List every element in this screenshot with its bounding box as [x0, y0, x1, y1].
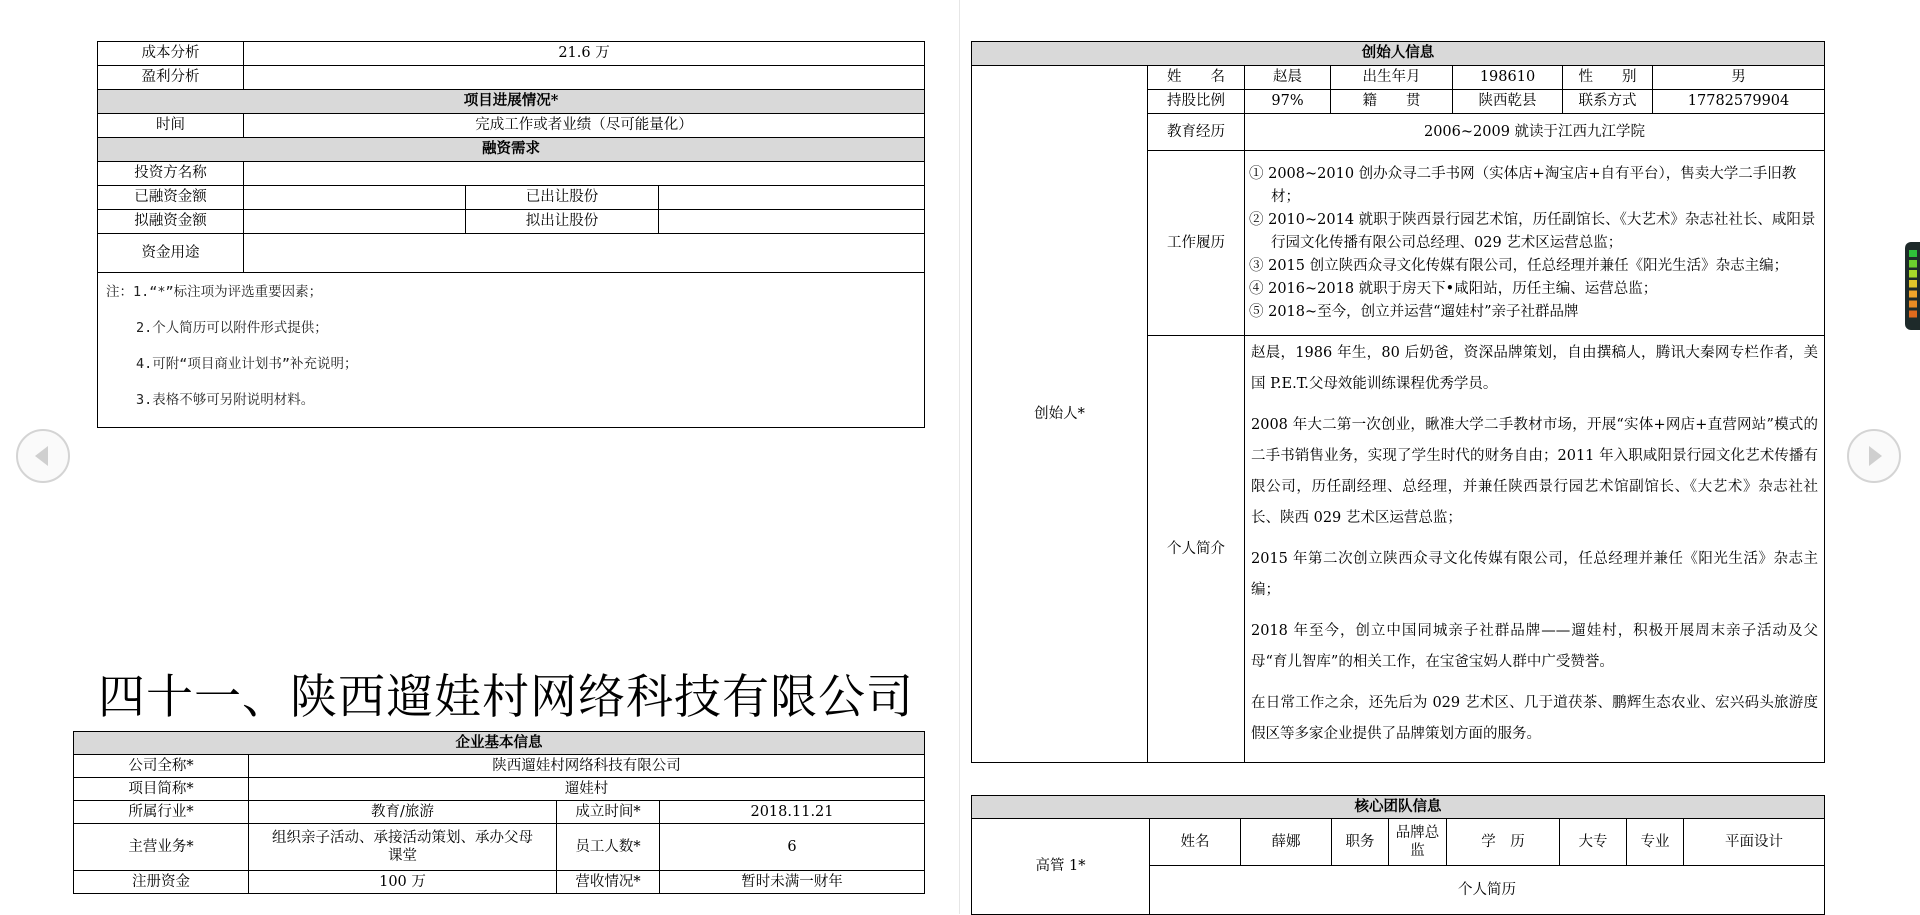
full-name-label: 公司全称* [74, 755, 249, 778]
left-page [0, 0, 960, 914]
exec-title-value: 品牌总监 [1389, 819, 1447, 866]
planned-shares-label: 拟出让股份 [466, 210, 659, 234]
contact-value: 17782579904 [1653, 90, 1825, 114]
birth-label: 出生年月 [1331, 66, 1453, 90]
work-item: ④ 2016~2018 就职于房天下•咸阳站，历任主编、运营总监； [1249, 280, 1658, 297]
exec-name-value: 薛娜 [1241, 819, 1332, 866]
birth-value: 198610 [1453, 66, 1563, 90]
profit-label: 盈利分析 [98, 66, 244, 90]
investor-label: 投资方名称 [98, 162, 244, 186]
next-page-button[interactable] [1847, 429, 1901, 483]
raised-amount-label: 已融资金额 [98, 186, 244, 210]
planned-shares-value [659, 210, 925, 234]
intro-paragraph: 2008 年大二第一次创业，瞅准大学二手教材市场，开展“实体+网店+直营网站”模式的二手书销售业务，实现了学生时代的财务自由；2011 年入职咸阳景行园文化艺术传播有限公司，历任副经理、总经理，并兼任陕西景行园艺术馆副馆长、《大艺术》杂志社社长、陕西 029 艺术区运营总监； [1251, 417, 1819, 526]
exec-label: 高管 1* [972, 819, 1150, 915]
progress-header: 项目进展情况* [98, 90, 925, 114]
contact-label: 联系方式 [1563, 90, 1653, 114]
investor-value [244, 162, 925, 186]
chevron-left-icon [18, 431, 68, 481]
work-item: ② 2010~2014 就职于陕西景行园艺术馆，历任副馆长、《大艺术》杂志社社长、咸阳景行园文化传播有限公司总经理、029 艺术区运营总监； [1249, 211, 1816, 251]
revenue-value: 暂时未满一财年 [660, 871, 925, 894]
fund-use-label: 资金用途 [98, 234, 244, 273]
financing-table [97, 41, 925, 428]
right-page [960, 0, 1920, 914]
note-line: 3.表格不够可另附说明材料。 [136, 392, 315, 408]
capital-value: 100 万 [249, 871, 557, 894]
share-label: 持股比例 [1148, 90, 1245, 114]
capital-label: 注册资金 [74, 871, 249, 894]
education-label: 教育经历 [1148, 114, 1245, 151]
founder-header: 创始人信息 [972, 42, 1825, 66]
intro-text [1245, 336, 1825, 763]
exec-major-label: 专业 [1627, 819, 1684, 866]
employees-value: 6 [660, 824, 925, 871]
company-info-header: 企业基本信息 [74, 732, 925, 755]
team-table [971, 795, 1825, 915]
share-value: 97% [1245, 90, 1331, 114]
short-name-value: 遛娃村 [249, 778, 925, 801]
cost-label: 成本分析 [98, 42, 244, 66]
profit-value [244, 66, 925, 90]
industry-label: 所属行业* [74, 801, 249, 824]
founded-value: 2018.11.21 [660, 801, 925, 824]
company-info-table [73, 731, 925, 894]
origin-label: 籍 贯 [1331, 90, 1453, 114]
financing-header: 融资需求 [98, 138, 925, 162]
short-name-label: 项目简称* [74, 778, 249, 801]
ceded-shares-label: 已出让股份 [466, 186, 659, 210]
planned-amount-value [244, 210, 466, 234]
ceded-shares-value [659, 186, 925, 210]
planned-amount-label: 拟融资金额 [98, 210, 244, 234]
gender-label: 性 别 [1563, 66, 1653, 90]
work-done-label: 完成工作或者业绩（尽可能量化） [244, 114, 925, 138]
exec-degree-label: 学 历 [1447, 819, 1560, 866]
education-value: 2006~2009 就读于江西九江学院 [1245, 114, 1825, 151]
exec-major-value: 平面设计 [1684, 819, 1825, 866]
previous-page-button[interactable] [16, 429, 70, 483]
employees-label: 员工人数* [557, 824, 660, 871]
business-label: 主营业务* [74, 824, 249, 871]
origin-value: 陕西乾县 [1453, 90, 1563, 114]
intro-paragraph: 赵晨，1986 年生，80 后奶爸，资深品牌策划，自由撰稿人，腾讯大秦网专栏作者，美国 P.E.T.父母效能训练课程优秀学员。 [1251, 345, 1819, 392]
raised-amount-value [244, 186, 466, 210]
work-item: ③ 2015 创立陕西众寻文化传媒有限公司，任总经理并兼任《阳光生活》杂志主编； [1249, 257, 1789, 274]
exec-title-label: 职务 [1332, 819, 1389, 866]
name-label: 姓 名 [1148, 66, 1245, 90]
name-value: 赵晨 [1245, 66, 1331, 90]
note-line: 2.个人简历可以附件形式提供； [136, 320, 328, 336]
chevron-right-icon [1849, 431, 1899, 481]
cost-value: 21.6 万 [244, 42, 925, 66]
side-panel-tab[interactable] [1905, 242, 1920, 330]
business-value: 组织亲子活动、承接活动策划、承办父母课堂 [249, 824, 557, 871]
intro-paragraph: 2015 年第二次创立陕西众寻文化传媒有限公司，任总经理并兼任《阳光生活》杂志主编； [1251, 551, 1819, 598]
founder-table [971, 41, 1825, 763]
work-label: 工作履历 [1148, 151, 1245, 336]
level-meter-icon [1909, 250, 1917, 322]
note-line: 4.可附“项目商业计划书”补充说明； [136, 356, 358, 372]
intro-paragraph: 在日常工作之余，还先后为 029 艺术区、几于道茯茶、鹏辉生态农业、宏兴码头旅游度假区等多家企业提供了品牌策划方面的服务。 [1251, 695, 1819, 742]
exec-resume-label: 个人简历 [1150, 866, 1825, 915]
intro-label: 个人简介 [1148, 336, 1245, 763]
time-label: 时间 [98, 114, 244, 138]
work-item: ① 2008~2010 创办众寻二手书网（实体店+淘宝店+自有平台），售卖大学二手旧教材； [1249, 165, 1797, 205]
exec-degree-value: 大专 [1560, 819, 1627, 866]
industry-value: 教育/旅游 [249, 801, 557, 824]
exec-name-label: 姓名 [1150, 819, 1241, 866]
founder-label: 创始人* [972, 66, 1148, 763]
work-history [1245, 151, 1825, 336]
intro-paragraph: 2018 年至今，创立中国同城亲子社群品牌——遛娃村，积极开展周末亲子活动及父母“育儿智库”的相关工作，在宝爸宝妈人群中广受赞誉。 [1251, 623, 1819, 670]
founded-label: 成立时间* [557, 801, 660, 824]
work-item: ⑤ 2018~至今，创立并运营“遛娃村”亲子社群品牌 [1249, 303, 1579, 320]
note-line: 注：1.“*”标注项为评选重要因素； [106, 284, 323, 300]
revenue-label: 营收情况* [557, 871, 660, 894]
team-header: 核心团队信息 [972, 796, 1825, 819]
fund-use-value [244, 234, 925, 273]
section-heading: 四十一、陕西遛娃村网络科技有限公司 [98, 670, 914, 725]
notes-cell [98, 273, 925, 428]
full-name-value: 陕西遛娃村网络科技有限公司 [249, 755, 925, 778]
gender-value: 男 [1653, 66, 1825, 90]
